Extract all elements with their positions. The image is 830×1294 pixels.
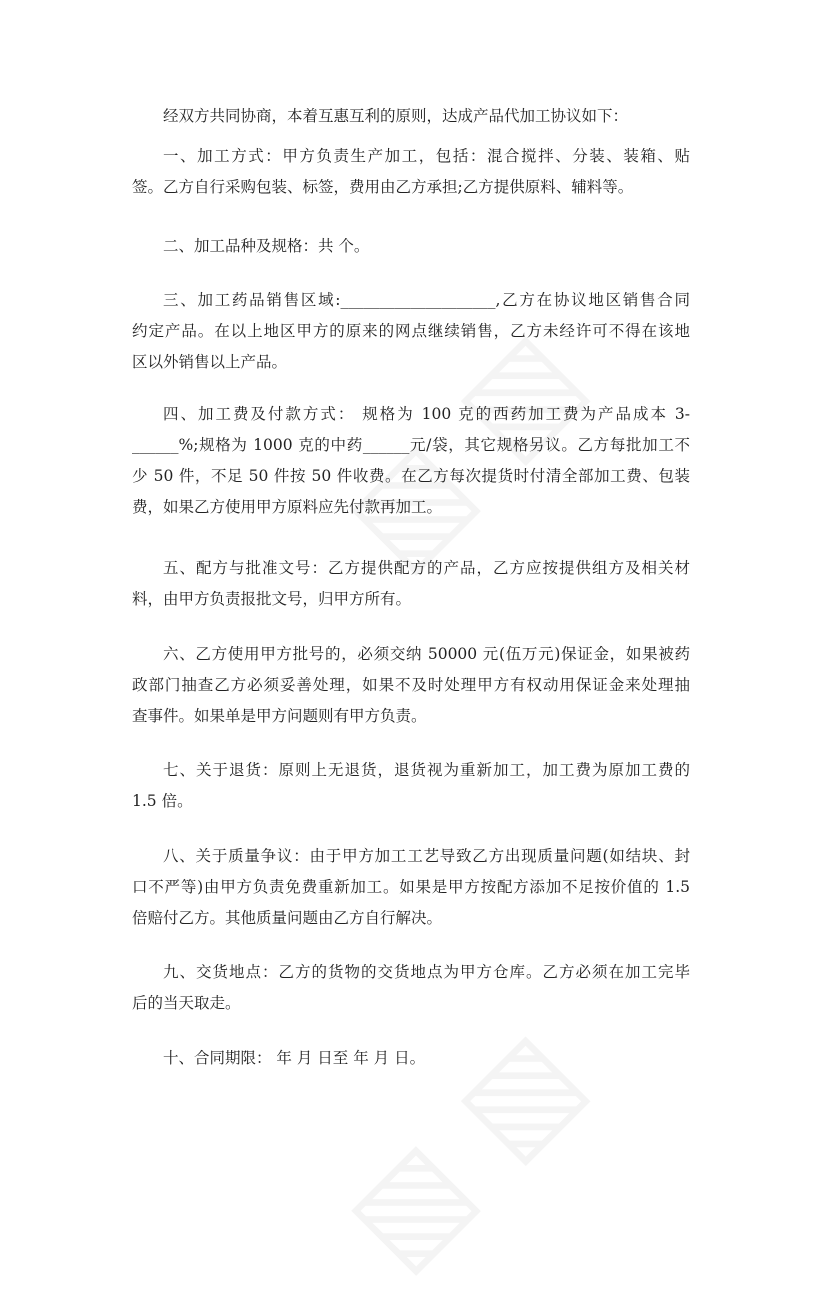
text-line: 约定产品。在以上地区甲方的原来的网点继续销售，乙方未经许可不得在该地 — [132, 322, 690, 340]
text-line: 五、配方与批准文号：乙方提供配方的产品，乙方应按提供组方及相关材 — [163, 559, 690, 577]
text-line: 一、加工方式：甲方负责生产加工，包括：混合搅拌、分装、装箱、贴 — [163, 147, 690, 165]
paragraph-intro — [132, 101, 690, 132]
paragraph-clause-1-processing-method — [132, 141, 690, 203]
text-line: 费，如果乙方使用甲方原料应先付款再加工。 — [132, 498, 443, 516]
paragraph-clause-4-fees-payment — [132, 399, 690, 523]
paragraph-clause-9-delivery — [132, 957, 690, 1019]
text-line: 少 50 件，不足 50 件按 50 件收费。在乙方每次提货时付清全部加工费、包装 — [132, 467, 690, 485]
text-line: 三、加工药品销售区域:____________________,乙方在协议地区销售合同 — [163, 291, 690, 309]
text-line: ______%;规格为 1000 克的中药______元/袋，其它规格另议。乙方每批加工不 — [132, 436, 690, 454]
text-line: 七、关于退货：原则上无退货，退货视为重新加工，加工费为原加工费的 — [163, 761, 690, 779]
text-line: 区以外销售以上产品。 — [132, 353, 288, 371]
text-line: 四、加工费及付款方式： 规格为 100 克的西药加工费为产品成本 3- — [163, 405, 690, 423]
text-line: 1.5 倍。 — [132, 792, 193, 810]
text-line: 八、关于质量争议：由于甲方加工工艺导致乙方出现质量问题(如结块、封 — [163, 847, 690, 865]
text-line: 六、乙方使用甲方批号的，必须交纳 50000 元(伍万元)保证金，如果被药 — [163, 645, 690, 663]
text-line: 十、合同期限： 年 月 日至 年 月 日。 — [163, 1049, 426, 1067]
paragraph-clause-5-formula-approval — [132, 553, 690, 615]
paragraph-clause-7-returns — [132, 755, 690, 817]
text-line: 二、加工品种及规格：共 个。 — [163, 237, 370, 255]
text-line: 口不严等)由甲方负责免费重新加工。如果是甲方按配方添加不足按价值的 1.5 — [132, 878, 690, 896]
text-line: 九、交货地点：乙方的货物的交货地点为甲方仓库。乙方必须在加工完毕 — [163, 963, 690, 981]
text-line: 倍赔付乙方。其他质量问题由乙方自行解决。 — [132, 909, 443, 927]
text-line: 后的当天取走。 — [132, 994, 241, 1012]
paragraph-clause-3-sales-region — [132, 285, 690, 378]
text-line: 签。乙方自行采购包装、标签，费用由乙方承担;乙方提供原料、辅料等。 — [132, 178, 634, 196]
paragraph-clause-10-term — [132, 1043, 690, 1074]
text-line: 政部门抽查乙方必须妥善处理，如果不及时处理甲方有权动用保证金来处理抽 — [132, 676, 690, 694]
text-line: 查事件。如果单是甲方问题则有甲方负责。 — [132, 707, 427, 725]
text-line: 经双方共同协商，本着互惠互利的原则，达成产品代加工协议如下： — [163, 107, 629, 125]
paragraph-clause-6-deposit — [132, 639, 690, 732]
text-line: 料，由甲方负责报批文号，归甲方所有。 — [132, 590, 412, 608]
paragraph-clause-8-quality-disputes — [132, 841, 690, 934]
paragraph-clause-2-varieties — [132, 231, 690, 262]
